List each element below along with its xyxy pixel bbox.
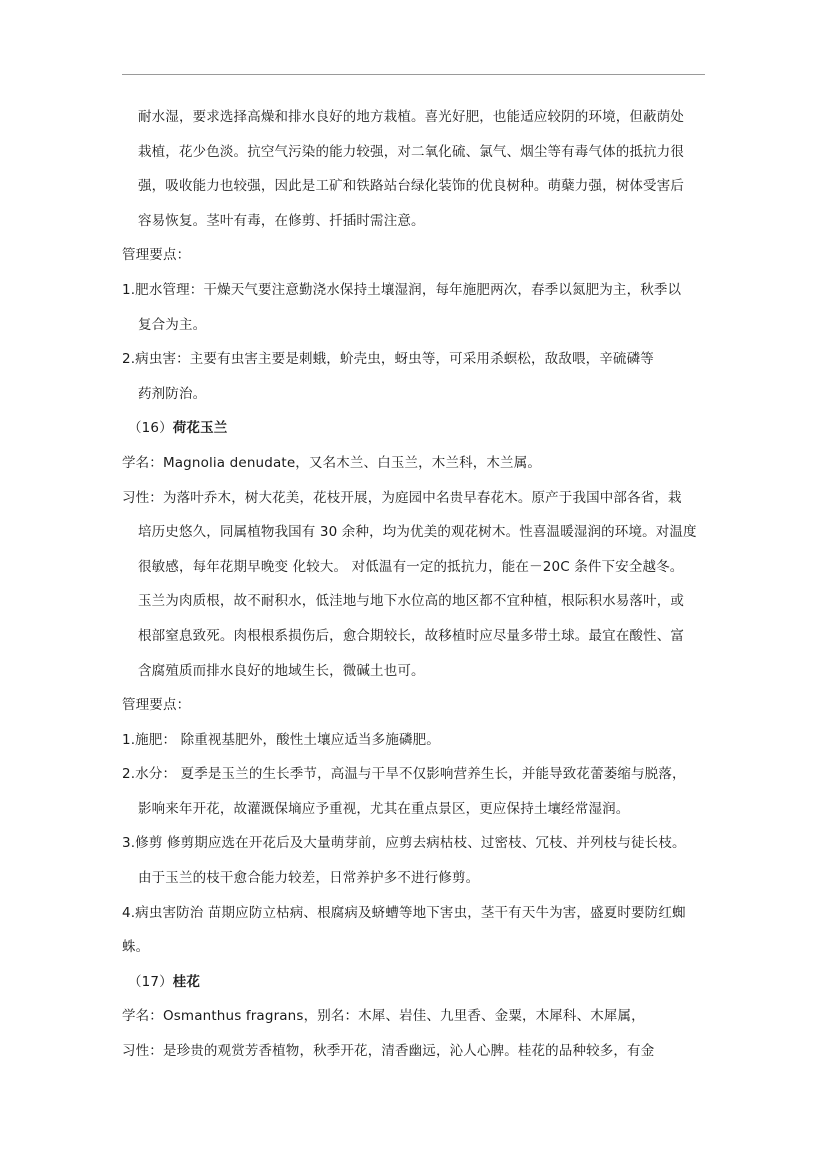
text-line-continuation: 玉兰为肉质根，故不耐积水，低洼地与地下水位高的地区都不宜种植，根际积水易落叶，或	[138, 593, 684, 610]
text-line-continuation: 耐水湿，要求选择高燥和排水良好的地方栽植。喜光好肥，也能适应较阴的环境，但蔽荫处	[138, 109, 684, 125]
text-line-continuation: 影响来年开花，故灌溉保墒应予重视，尤其在重点景区，更应保持土壤经常湿润。	[138, 800, 630, 817]
section-number: （16）	[128, 420, 173, 437]
text-line-continuation: 复合为主。	[138, 316, 207, 333]
text-line-continuation: 容易恢复。茎叶有毒，在修剪、扦插时需注意。	[138, 212, 425, 229]
text-line-continuation: 由于玉兰的枝干愈合能力较差，日常养护多不进行修剪。	[138, 870, 480, 887]
text-line: 1.施肥： 除重视基肥外，酸性土壤应适当多施磷肥。	[122, 731, 440, 748]
text-line: 2.水分： 夏季是玉兰的生长季节，高温与干旱不仅影响营养生长，并能导致花蕾萎缩与脱落，	[122, 766, 686, 783]
text-line-continuation: 强，吸收能力也较强，因此是工矿和铁路站台绿化装饰的优良树种。萌蘖力强，树体受害后	[138, 178, 684, 195]
text-line-continuation: 根部窒息致死。肉根根系损伤后，愈合期较长，故移植时应尽量多带土球。最宜在酸性、富	[138, 627, 684, 644]
text-line: 4.病虫害防治 苗期应防立枯病、根腐病及蛴螬等地下害虫，茎干有天牛为害，盛夏时要防红蜘	[122, 904, 686, 921]
text-line-continuation: 培历史悠久，同属植物我国有 30 余种，均为优美的观花树木。性喜温暖湿润的环境。对温度	[138, 524, 697, 541]
section-title: 桂花	[172, 973, 201, 990]
text-line-continuation: 很敏感，每年花期早晚变 化较大。 对低温有一定的抵抗力，能在－20C 条件下安全越冬。	[138, 558, 684, 575]
document-body	[122, 100, 712, 1069]
section-heading	[122, 965, 712, 1000]
section-title: 荷花玉兰	[172, 420, 228, 437]
text-line-continuation: 药剂防治。	[138, 385, 207, 402]
section-heading	[122, 411, 712, 446]
section-number: （17）	[128, 973, 173, 990]
text-line-continuation: 含腐殖质而排水良好的地域生长，微碱土也可。	[138, 662, 425, 679]
text-line: 1.肥水管理：干燥天气要注意勤浇水保持土壤湿润，每年施肥两次，春季以氮肥为主，秋季以	[122, 281, 682, 298]
text-line: 2.病虫害：主要有虫害主要是刺蛾，蚧壳虫，蚜虫等，可采用杀螟松，敌敌喂，辛硫磷等	[122, 351, 654, 368]
header-rule	[122, 74, 705, 75]
text-line-continuation: 栽植，花少色淡。抗空气污染的能力较强，对二氧化硫、氯气、烟尘等有毒气体的抵抗力很	[138, 143, 684, 160]
text-line: 学名：Magnolia denudate，又名木兰、白玉兰，木兰科，木兰属。	[122, 454, 541, 471]
text-line: 学名：Osmanthus fragrans，别名：木犀、岩佳、九里香、金粟，木犀科、木犀属，	[122, 1008, 645, 1025]
text-line: 管理要点：	[122, 697, 191, 714]
text-line: 习性：为落叶乔木，树大花美，花枝开展，为庭园中名贵早春花木。原产于我国中部各省，栽	[122, 489, 682, 506]
text-line: 3.修剪 修剪期应选在开花后及大量萌芽前，应剪去病枯枝、过密枝、冗枝、并列枝与徒长枝。	[122, 835, 686, 852]
text-line: 管理要点：	[122, 247, 191, 264]
text-line: 蛛。	[122, 939, 150, 956]
text-line: 习性：是珍贵的观赏芳香植物，秋季开花，清香幽远，沁人心脾。桂花的品种较多，有金	[122, 1043, 655, 1060]
